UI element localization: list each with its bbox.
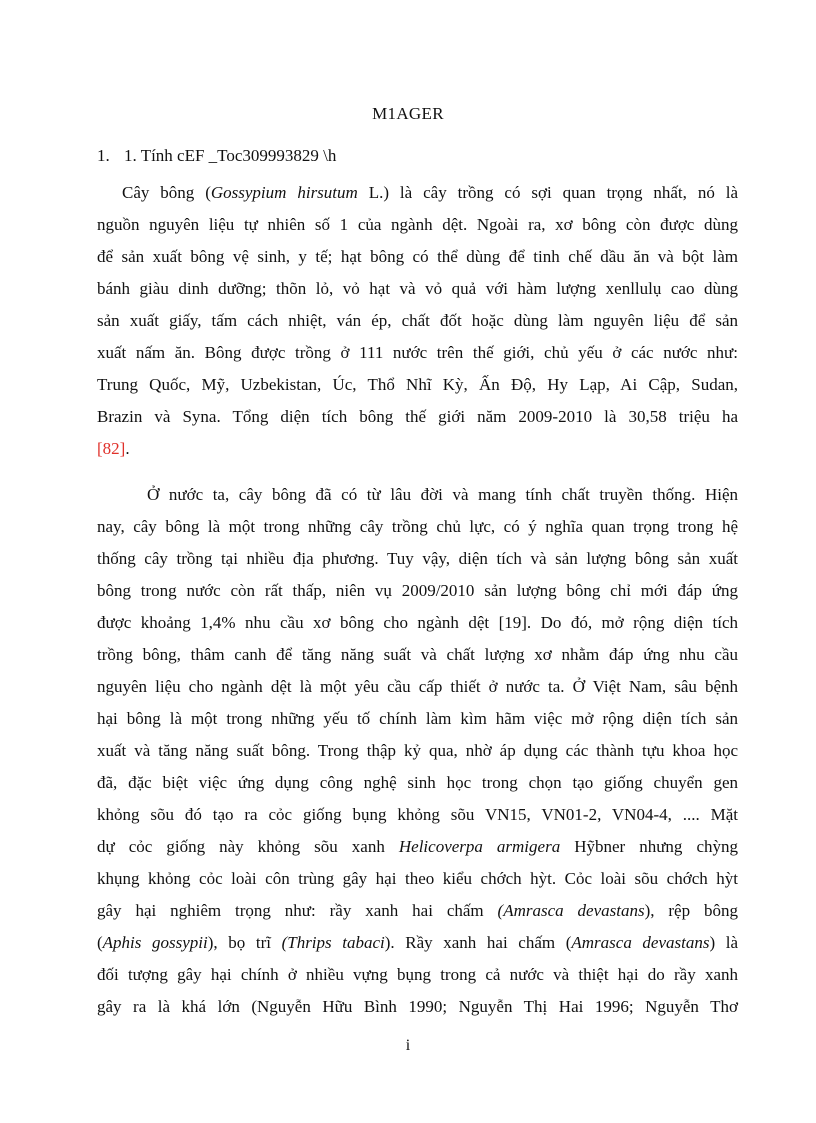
paragraph-1-line: xuất nấm ăn. Bông được trồng ở 111 nước trên thế giới, chủ yếu ở các nước như: — [97, 343, 738, 362]
species-name: Gossypium hirsutum — [210, 183, 358, 202]
paragraph-1-line: Cây bông (Gossypium hirsutum L.) là cây trồng có sợi quan trọng nhất, nó là — [122, 183, 738, 202]
paragraph-2-line: (Aphis gossypii), bọ trĩ (Thrips tabaci). Rầy xanh hai chấm (Amrasca devastans) là — [97, 933, 739, 952]
paragraph-1-line: nguồn nguyên liệu tự nhiên số 1 của ngành dệt. Ngoài ra, xơ bông còn được dùng — [97, 215, 738, 234]
species-name: Amrasca devastans — [571, 933, 710, 952]
species-name: (Thrips tabaci — [281, 933, 385, 952]
paragraph-2-line: Ở nước ta, cây bông đã có từ lâu đời và mang tính chất truyền thống. Hiện — [147, 485, 738, 504]
paragraph-2-line: được khoảng 1,4% nhu cầu xơ bông cho ngành dệt [19]. Do đó, mở rộng diện tích — [97, 613, 738, 632]
paragraph-1-line: Brazin và Syna. Tổng diện tích bông thế giới năm 2009-2010 là 30,58 triệu ha — [97, 407, 738, 426]
paragraph-2-line: đối tượng gây hại chính ở nhiều vựng bụng trong cả nước và thiệt hại do rầy xanh — [97, 965, 738, 984]
page-number: i — [405, 1037, 411, 1054]
paragraph-1-line: để sản xuất bông vệ sinh, y tế; hạt bông có thể dùng để tinh chế dầu ăn và bột làm — [97, 247, 738, 266]
paragraph-1-line: [82]. — [97, 439, 130, 458]
species-name: (Amrasca devastans — [497, 901, 645, 920]
species-name: Aphis gossypii — [102, 933, 208, 952]
paragraph-1-line: Trung Quốc, Mỹ, Uzbekistan, Úc, Thổ Nhĩ Kỳ, Ấn Độ, Hy Lạp, Ai Cập, Sudan, — [97, 375, 738, 394]
paragraph-2-line: xuất và tăng năng suất bông. Trong thập kỷ qua, nhờ áp dụng các thành tựu khoa học — [97, 741, 738, 760]
paragraph-2-line: khỏng sõu đó tạo ra cỏc giống bụng khỏng sõu VN15, VN01-2, VN04-4, .... Mặt — [97, 805, 738, 824]
paragraph-2-line: nay, cây bông là một trong những cây trồng chủ lực, có ý nghĩa quan trọng trong hệ — [97, 517, 738, 536]
paragraph-2-line: thống cây trồng tại nhiều địa phương. Tuy vậy, diện tích và sản lượng bông sản xuất — [97, 549, 738, 568]
paragraph-2-line: dự cỏc giống này khỏng sõu xanh Helicoverpa armigera Hỹbner nhưng chỳng — [97, 837, 739, 856]
paragraph-1-line: sản xuất giấy, tấm cách nhiệt, ván ép, chất đốt hoặc dùng làm nguyên liệu để sản — [97, 311, 738, 330]
heading-text: 1. Tính cEF _Toc309993829 \h — [124, 146, 337, 165]
section-heading — [97, 146, 336, 166]
paragraph-2-line: trồng bông, thâm canh để tăng năng suất và chất lượng xơ nhằm đáp ứng nhu cầu — [97, 645, 738, 664]
document-title: M1AGER — [372, 104, 444, 123]
heading-number: 1. — [97, 146, 110, 165]
citation-link[interactable]: [82] — [97, 439, 126, 458]
species-name: Helicoverpa armigera — [398, 837, 561, 856]
paragraph-2-line: gây ra là khá lớn (Nguyễn Hữu Bình 1990; Nguyễn Thị Hai 1996; Nguyễn Thơ — [97, 997, 738, 1016]
paragraph-2-line: đã, đặc biệt việc ứng dụng công nghệ sinh học trong chọn tạo giống chuyển gen — [97, 773, 738, 792]
paragraph-2-line: khụng khỏng cỏc loài côn trùng gây hại theo kiểu chớch hỳt. Cỏc loài sõu chớch hỳt — [97, 869, 738, 888]
paragraph-2-line: nguyên liệu cho ngành dệt là một yêu cầu cấp thiết ở nước ta. Ở Việt Nam, sâu bệnh — [97, 677, 738, 696]
paragraph-2-line: bông trong nước còn rất thấp, niên vụ 2009/2010 sản lượng bông chỉ mới đáp ứng — [97, 581, 738, 600]
paragraph-2-line: gây hại nghiêm trọng như: rầy xanh hai chấm (Amrasca devastans), rệp bông — [97, 901, 738, 920]
paragraph-2-line: hại bông là một trong những yếu tố chính làm kìm hãm việc mở rộng diện tích sản — [97, 709, 738, 728]
paragraph-1-line: bánh giàu dinh dưỡng; thõn lỏ, vỏ hạt và vỏ quả với hàm lượng xenllulụ cao dùng — [97, 279, 738, 298]
